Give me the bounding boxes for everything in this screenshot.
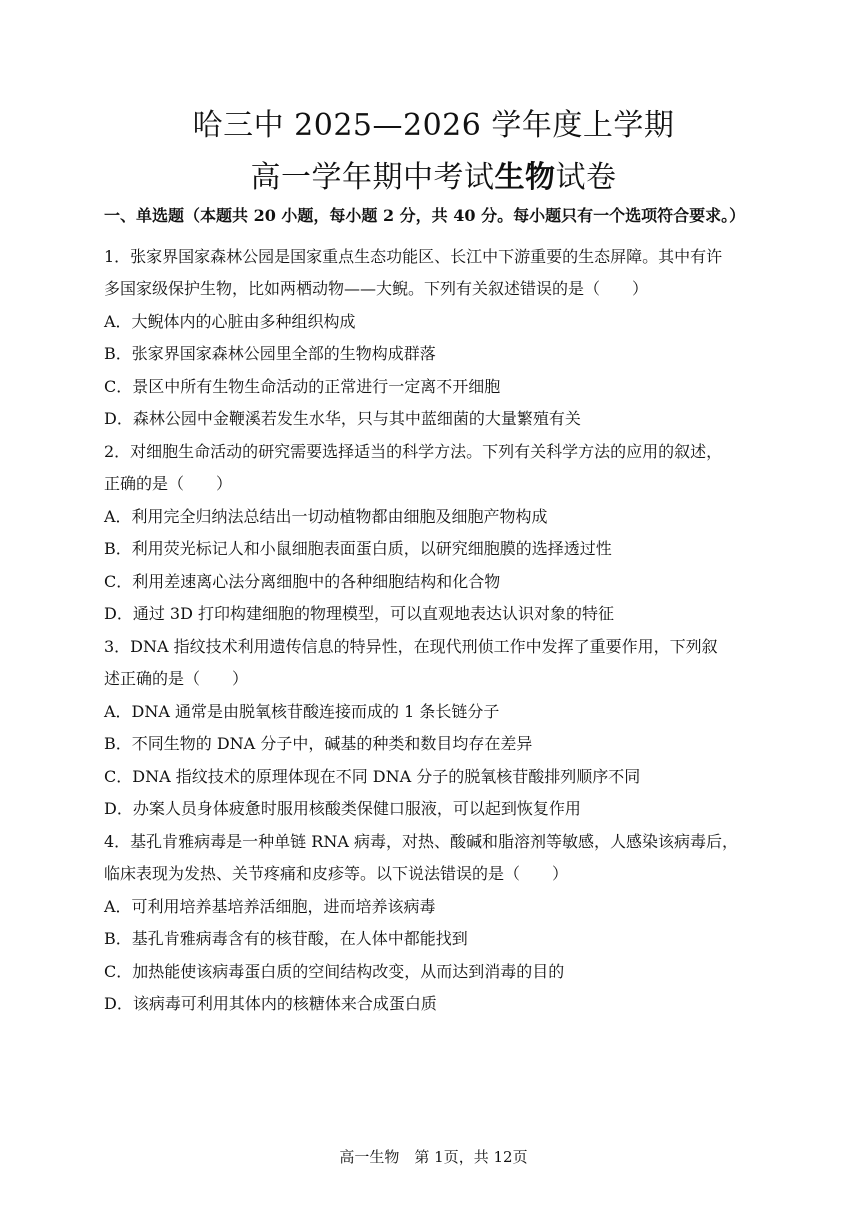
question-2-stem-line2: 正确的是（ ） xyxy=(104,474,233,493)
question-3-stem-line2: 述正确的是（ ） xyxy=(104,669,249,688)
question-1-stem-line2: 多国家级保护生物，比如两栖动物——大鲵。下列有关叙述错误的是（ ） xyxy=(104,279,649,298)
question-4-stem-line1: 4．基孔肯雅病毒是一种单链 RNA 病毒，对热、酸碱和脂溶剂等敏感，人感染该病毒后， xyxy=(104,832,738,851)
page-footer: 高一生物 第 1页，共 12页 xyxy=(339,1148,528,1166)
question-3-stem-line1: 3．DNA 指纹技术利用遗传信息的特异性，在现代刑侦工作中发挥了重要作用，下列叙 xyxy=(104,637,718,656)
question-4-stem-line2: 临床表现为发热、关节疼痛和皮疹等。以下说法错误的是（ ） xyxy=(104,864,569,883)
title-subject: 生物 xyxy=(494,160,556,195)
question-2-option-c: C．利用差速离心法分离细胞中的各种细胞结构和化合物 xyxy=(104,572,501,591)
exam-title-line1: 哈三中 2025—2026 学年度上学期 xyxy=(192,108,675,143)
question-1-option-d: D．森林公园中金鞭溪若发生水华，只与其中蓝细菌的大量繁殖有关 xyxy=(104,409,581,428)
question-1-option-b: B．张家界国家森林公园里全部的生物构成群落 xyxy=(104,344,436,363)
question-2-option-b: B．利用荧光标记人和小鼠细胞表面蛋白质，以研究细胞膜的选择透过性 xyxy=(104,539,612,558)
title-suffix: 试卷 xyxy=(555,160,617,195)
question-1-option-a: A．大鲵体内的心脏由多种组织构成 xyxy=(104,312,356,331)
question-4-option-d: D．该病毒可利用其体内的核糖体来合成蛋白质 xyxy=(104,994,437,1013)
question-3-option-d: D．办案人员身体疲惫时服用核酸类保健口服液，可以起到恢复作用 xyxy=(104,799,581,818)
section-heading: 一、单选题（本题共 20 小题，每小题 2 分，共 40 分。每小题只有一个选项符合要求。） xyxy=(104,206,746,225)
question-3-option-a: A．DNA 通常是由脱氧核苷酸连接而成的 1 条长链分子 xyxy=(104,702,500,721)
question-2-stem-line1: 2．对细胞生命活动的研究需要选择适当的科学方法。下列有关科学方法的应用的叙述， xyxy=(104,442,723,461)
exam-title-line2 xyxy=(0,156,867,200)
question-1-stem-line1: 1．张家界国家森林公园是国家重点生态功能区、长江中下游重要的生态屏障。其中有许 xyxy=(104,247,723,266)
question-2-option-d: D．通过 3D 打印构建细胞的物理模型，可以直观地表达认识对象的特征 xyxy=(104,604,615,623)
question-4-option-a: A．可利用培养基培养活细胞，进而培养该病毒 xyxy=(104,897,436,916)
question-4-option-b: B．基孔肯雅病毒含有的核苷酸，在人体中都能找到 xyxy=(104,929,468,948)
question-3-option-c: C．DNA 指纹技术的原理体现在不同 DNA 分子的脱氧核苷酸排列顺序不同 xyxy=(104,767,641,786)
question-3-option-b: B．不同生物的 DNA 分子中，碱基的种类和数目均存在差异 xyxy=(104,734,533,753)
question-4-option-c: C．加热能使该病毒蛋白质的空间结构改变，从而达到消毒的目的 xyxy=(104,962,565,981)
question-1-option-c: C．景区中所有生物生命活动的正常进行一定离不开细胞 xyxy=(104,377,501,396)
title-prefix: 高一学年期中考试 xyxy=(250,160,495,195)
question-2-option-a: A．利用完全归纳法总结出一切动植物都由细胞及细胞产物构成 xyxy=(104,507,548,526)
